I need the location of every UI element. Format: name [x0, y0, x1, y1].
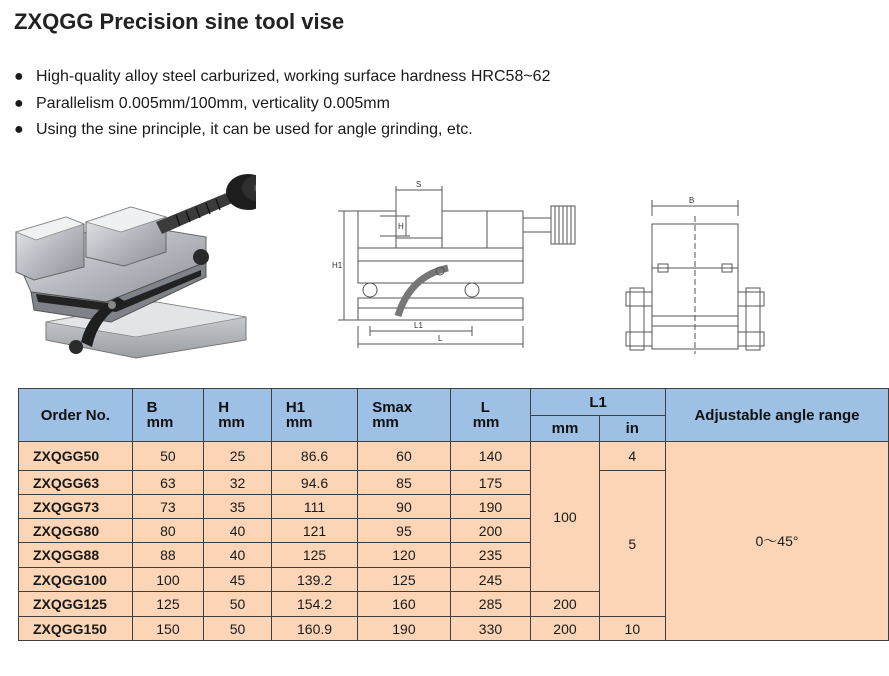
cell-smax: 120 — [358, 543, 450, 568]
cell-l: 235 — [450, 543, 531, 568]
cell-model: ZXQGG88 — [19, 543, 133, 568]
header-l1: L1 — [531, 389, 666, 416]
bullet-icon: ● — [14, 94, 24, 112]
dim-label-l: L — [438, 334, 443, 343]
cell-h: 45 — [204, 568, 272, 592]
header-l-label: L — [480, 399, 490, 416]
cell-h: 50 — [204, 592, 272, 617]
dim-label-h1: H1 — [332, 261, 343, 270]
header-angle: Adjustable angle range — [665, 389, 888, 442]
feature-text: Parallelism 0.005mm/100mm, verticality 0.005mm — [36, 94, 390, 112]
header-b-label: B — [146, 399, 158, 416]
cell-l: 245 — [450, 568, 531, 592]
cell-h: 40 — [204, 543, 272, 568]
cell-h1: 94.6 — [271, 471, 357, 495]
cell-h1: 154.2 — [271, 592, 357, 617]
cell-model: ZXQGG100 — [19, 568, 133, 592]
cell-l1-mm: 200 — [531, 617, 599, 641]
cell-smax: 160 — [358, 592, 450, 617]
header-h-label: H — [218, 399, 230, 416]
cell-l1-in: 4 — [599, 442, 665, 471]
cell-smax: 125 — [358, 568, 450, 592]
cell-model: ZXQGG63 — [19, 471, 133, 495]
cell-l: 175 — [450, 471, 531, 495]
cell-l: 200 — [450, 519, 531, 543]
feature-item — [14, 91, 550, 118]
header-h-unit: mm — [218, 414, 245, 431]
cell-b: 125 — [132, 592, 204, 617]
header-smax — [358, 389, 450, 442]
cell-h1: 121 — [271, 519, 357, 543]
dim-label-s: S — [416, 180, 422, 189]
header-l — [450, 389, 531, 442]
cell-smax: 190 — [358, 617, 450, 641]
cell-l: 285 — [450, 592, 531, 617]
header-h1-unit: mm — [285, 414, 313, 431]
header-order-no: Order No. — [19, 389, 133, 442]
header-b — [132, 389, 204, 442]
cell-b: 150 — [132, 617, 204, 641]
header-l1-in: in — [599, 416, 665, 442]
header-b-unit: mm — [146, 414, 174, 431]
feature-list — [14, 64, 550, 144]
cell-model: ZXQGG50 — [19, 442, 133, 471]
header-h1-label: H1 — [285, 399, 306, 416]
cell-smax: 60 — [358, 442, 450, 471]
cell-l1-mm-group: 100 — [531, 442, 599, 592]
cell-h: 32 — [204, 471, 272, 495]
cell-l1-mm: 200 — [531, 592, 599, 617]
cell-smax: 90 — [358, 495, 450, 519]
cell-h: 25 — [204, 442, 272, 471]
cell-h1: 160.9 — [271, 617, 357, 641]
cell-l1-in: 10 — [599, 617, 665, 641]
table-row — [19, 442, 889, 471]
product-photo — [6, 162, 256, 367]
cell-l1-in-group: 5 — [599, 471, 665, 617]
feature-item — [14, 64, 550, 91]
cell-l: 140 — [450, 442, 531, 471]
cell-b: 88 — [132, 543, 204, 568]
dim-label-h: H — [398, 222, 404, 231]
cell-h1: 86.6 — [271, 442, 357, 471]
cell-model: ZXQGG73 — [19, 495, 133, 519]
dim-label-l1: L1 — [414, 321, 423, 330]
end-view-drawing — [600, 176, 770, 366]
page-title: ZXQGG Precision sine tool vise — [14, 9, 345, 34]
cell-h: 40 — [204, 519, 272, 543]
spec-table — [18, 388, 889, 641]
cell-b: 50 — [132, 442, 204, 471]
cell-h1: 139.2 — [271, 568, 357, 592]
bullet-icon: ● — [14, 68, 24, 85]
cell-h: 50 — [204, 617, 272, 641]
cell-b: 73 — [132, 495, 204, 519]
cell-angle-range: 0～45° — [665, 442, 888, 641]
header-h — [204, 389, 272, 442]
header-l1-mm: mm — [531, 416, 599, 442]
cell-b: 63 — [132, 471, 204, 495]
cell-smax: 95 — [358, 519, 450, 543]
dim-label-b: B — [689, 196, 695, 205]
feature-item — [14, 117, 550, 144]
header-smax-unit: mm — [372, 414, 399, 431]
cell-b: 100 — [132, 568, 204, 592]
cell-b: 80 — [132, 519, 204, 543]
header-h1 — [271, 389, 357, 442]
cell-model: ZXQGG80 — [19, 519, 133, 543]
cell-h: 35 — [204, 495, 272, 519]
cell-smax: 85 — [358, 471, 450, 495]
cell-l: 190 — [450, 495, 531, 519]
header-smax-label: Smax — [372, 399, 413, 416]
cell-model: ZXQGG150 — [19, 617, 133, 641]
cell-h1: 111 — [271, 495, 357, 519]
cell-l: 330 — [450, 617, 531, 641]
cell-h1: 125 — [271, 543, 357, 568]
bullet-icon: ● — [14, 121, 24, 138]
side-view-drawing — [330, 176, 580, 356]
feature-text: Using the sine principle, it can be used for angle grinding, etc. — [36, 121, 473, 138]
feature-text: High-quality alloy steel carburized, working surface hardness HRC58~62 — [36, 68, 551, 85]
cell-model: ZXQGG125 — [19, 592, 133, 617]
header-l-unit: mm — [472, 414, 500, 431]
